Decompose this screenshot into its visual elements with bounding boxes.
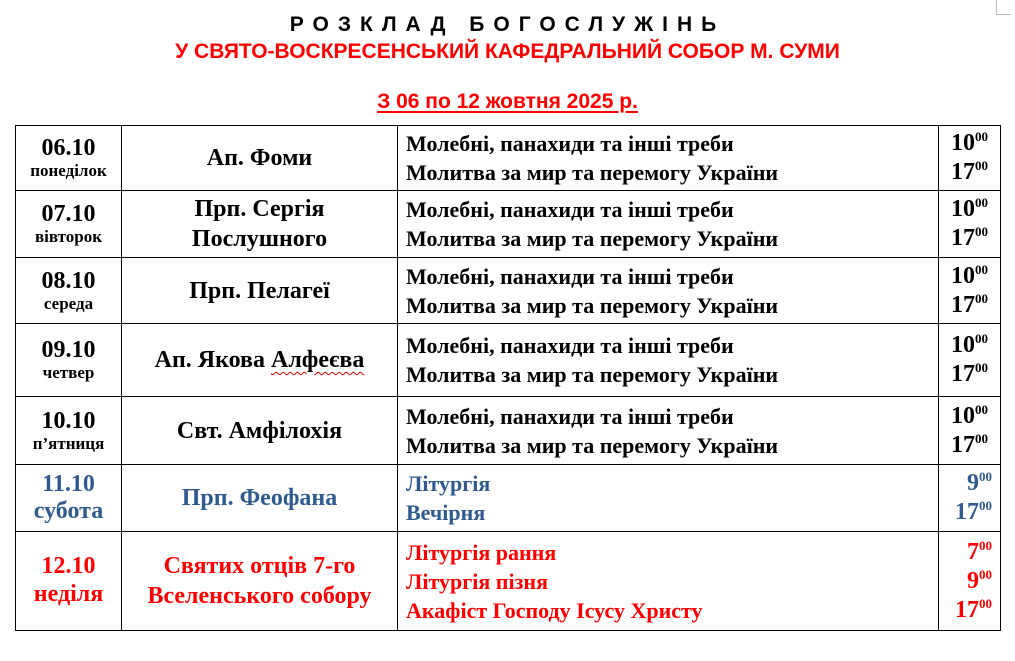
time-minutes: 00 <box>979 498 992 513</box>
time-minutes: 00 <box>975 360 988 375</box>
schedule-row <box>16 126 1001 191</box>
time-hour: 17 <box>955 596 979 623</box>
page-subtitle: У СВЯТО-ВОСКРЕСЕНСЬКИЙ КАФЕДРАЛЬНИЙ СОБОР М. СУМИ <box>175 40 840 63</box>
time-minutes: 00 <box>975 224 988 239</box>
saint-name-prefix: Ап. Якова <box>154 347 271 373</box>
time-entry <box>939 596 992 625</box>
time-hour: 17 <box>951 291 975 318</box>
service-line: Молебні, панахиди та інші треби <box>406 403 734 429</box>
date-text: 11.10 <box>42 471 95 497</box>
date-text: 09.10 <box>41 337 96 363</box>
time-entry <box>939 469 992 498</box>
time-hour: 10 <box>951 262 975 289</box>
schedule-row-saturday <box>16 465 1001 532</box>
service-line: Молитва за мир та перемогу України <box>406 160 779 185</box>
saint-line: Вселенського собору <box>147 583 372 609</box>
saint-line: Святих отців 7-го <box>163 553 356 579</box>
saint-cell <box>122 126 398 191</box>
time-entry <box>939 158 1000 187</box>
time-hour: 7 <box>967 538 979 565</box>
time-hour: 9 <box>967 567 979 594</box>
times-cell <box>939 465 1001 532</box>
period-text: З 06 по 12 жовтня 2025 р. <box>377 90 638 113</box>
time-hour: 10 <box>951 332 975 358</box>
saint-cell <box>122 465 398 532</box>
service-line: Молитва за мир та перемогу України <box>406 226 779 251</box>
weekday-text: п’ятниця <box>32 433 105 453</box>
times-cell <box>939 191 1001 258</box>
times-cell <box>939 532 1001 631</box>
time-entry <box>939 224 1000 253</box>
time-hour: 17 <box>951 431 975 458</box>
date-text: 12.10 <box>41 553 96 579</box>
saint-cell <box>122 397 398 465</box>
service-line: Вечірня <box>406 500 486 525</box>
weekday-text: неділя <box>33 581 104 607</box>
saint-line <box>122 345 397 375</box>
date-cell <box>16 191 122 258</box>
times-cell <box>939 258 1001 324</box>
service-line: Акафіст Господу Ісусу Христу <box>406 597 703 623</box>
date-cell <box>16 532 122 631</box>
service-line: Молебні, панахиди та інші треби <box>406 197 734 222</box>
time-hour: 17 <box>951 225 975 251</box>
saint-line: Прп. Сергія <box>194 196 325 222</box>
period-label <box>0 90 1015 114</box>
service-line: Літургія пізня <box>406 568 548 594</box>
service-line: Молебні, панахиди та інші треби <box>406 333 734 358</box>
time-entry <box>939 538 992 567</box>
saint-line: Прп. Пелагеї <box>189 277 330 304</box>
weekday-text: субота <box>33 498 104 524</box>
time-entry <box>939 195 1000 224</box>
saint-cell <box>122 258 398 324</box>
weekday-text: вівторок <box>34 227 103 246</box>
time-hour: 17 <box>955 499 979 525</box>
services-cell <box>398 191 939 258</box>
time-entry <box>939 360 1000 389</box>
services-cell <box>398 532 939 631</box>
services-cell <box>398 465 939 532</box>
schedule-row <box>16 324 1001 397</box>
time-minutes: 00 <box>975 331 988 346</box>
time-minutes: 00 <box>975 129 988 144</box>
date-cell <box>16 397 122 465</box>
time-entry <box>939 567 992 596</box>
date-text: 10.10 <box>41 407 96 434</box>
saint-cell <box>122 324 398 397</box>
weekday-text: четвер <box>42 363 95 382</box>
schedule-row <box>16 258 1001 324</box>
date-cell <box>16 465 122 532</box>
service-line: Молитва за мир та перемогу України <box>406 362 779 387</box>
date-cell <box>16 126 122 191</box>
page-title: РОЗКЛАД БОГОСЛУЖІНЬ <box>289 13 726 36</box>
date-text: 08.10 <box>41 267 96 294</box>
time-minutes: 00 <box>975 401 988 417</box>
services-cell <box>398 126 939 191</box>
times-cell <box>939 324 1001 397</box>
date-cell <box>16 324 122 397</box>
time-minutes: 00 <box>975 261 988 277</box>
schedule-table <box>15 125 1001 631</box>
date-text: 07.10 <box>41 201 96 227</box>
time-minutes: 00 <box>979 469 992 484</box>
time-hour: 10 <box>951 130 975 156</box>
time-entry <box>939 129 1000 158</box>
service-line: Літургія <box>406 471 491 496</box>
time-minutes: 00 <box>975 195 988 210</box>
saint-cell <box>122 532 398 631</box>
time-minutes: 00 <box>975 430 988 446</box>
date-text: 06.10 <box>41 135 96 161</box>
time-minutes: 00 <box>975 158 988 173</box>
time-entry <box>939 291 1000 320</box>
schedule-row <box>16 191 1001 258</box>
times-cell <box>939 397 1001 465</box>
saint-name-spellcheck: Алфеєва <box>270 347 365 373</box>
service-line: Молитва за мир та перемогу України <box>406 432 779 458</box>
time-hour: 10 <box>951 402 975 429</box>
services-cell <box>398 397 939 465</box>
services-cell <box>398 324 939 397</box>
time-minutes: 00 <box>979 595 992 611</box>
saint-cell <box>122 191 398 258</box>
saint-line: Прп. Феофана <box>181 485 338 511</box>
time-minutes: 00 <box>979 537 992 553</box>
saint-line: Послушного <box>191 226 328 252</box>
time-entry <box>939 431 1000 460</box>
date-cell <box>16 258 122 324</box>
service-line: Молитва за мир та перемогу України <box>406 292 779 318</box>
time-minutes: 00 <box>975 290 988 306</box>
schedule-row <box>16 397 1001 465</box>
time-entry <box>939 262 1000 291</box>
saint-line: Ап. Фоми <box>206 145 313 171</box>
saint-line: Свт. Амфілохія <box>176 417 343 444</box>
weekday-text: понеділок <box>30 161 107 180</box>
services-cell <box>398 258 939 324</box>
service-line: Молебні, панахиди та інші треби <box>406 263 734 289</box>
time-hour: 17 <box>951 361 975 387</box>
times-cell <box>939 126 1001 191</box>
time-entry <box>939 498 992 527</box>
time-entry <box>939 402 1000 431</box>
service-line: Молебні, панахиди та інші треби <box>406 131 734 156</box>
service-line: Літургія рання <box>406 539 557 565</box>
time-hour: 10 <box>951 196 975 222</box>
time-minutes: 00 <box>979 566 992 582</box>
time-entry <box>939 331 1000 360</box>
time-hour: 9 <box>967 470 979 496</box>
time-hour: 17 <box>951 159 975 185</box>
weekday-text: середа <box>43 293 94 313</box>
schedule-row-sunday <box>16 532 1001 631</box>
